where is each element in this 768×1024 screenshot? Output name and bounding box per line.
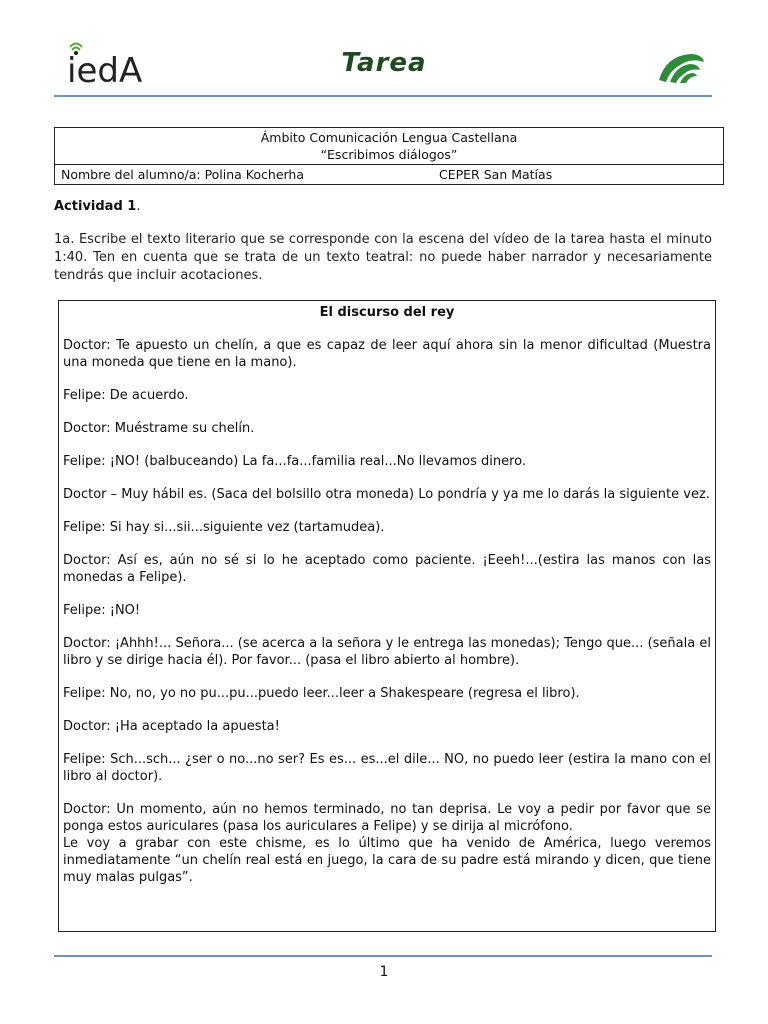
dialogue-line: Felipe: No, no, yo no pu...pu...puedo leer...leer a Shakespeare (regresa el libro). [63,686,580,701]
page-header [0,0,768,100]
student-row [55,165,724,185]
dialogue-line: Felipe: ¡NO! (balbuceando) La fa...fa...familia real...No llevamos dinero. [63,454,527,469]
dialogue-line: Felipe: De acuerdo. [63,388,189,403]
task-title-line: “Escribimos diálogos” [320,147,458,162]
footer-divider [54,955,712,957]
dialogue-title: El discurso del rey [319,305,455,320]
subject-line: Ámbito Comunicación Lengua Castellana [260,130,518,145]
dialogue-line: Felipe: Si hay si...sii...siguiente vez (tartamudea). [63,520,385,535]
dialogue-line: Felipe: ¡NO! [63,603,141,618]
header-divider [54,95,712,97]
info-table [54,127,724,185]
dialogue-box [58,300,716,932]
activity-instructions: 1a. Escribe el texto literario que se corresponde con la escena del vídeo de la tarea hasta el minuto 1:40. Ten en cuenta que se trata de un texto teatral: no puede haber narrador y necesariamente tendrás que incluir acotaciones. [54,232,712,283]
dialogue-line: Doctor: ¡Ha aceptado la apuesta! [63,719,280,734]
activity-heading: Actividad 1. [54,199,141,214]
dialogue-line: Doctor: ¡Ahhh!... Señora... (se acerca a la señora y le entrega las monedas); Tengo que... (señala el libro y se dirige hacia él). Por favor... (pasa el libro abierto al hombre). [63,636,711,668]
logo-letters: iedA [67,51,143,90]
dialogue-line: Doctor: Te apuesto un chelín, a que es capaz de leer aquí ahora sin la menor dificultad (Muestra una moneda que tiene en la mano). [63,338,711,370]
student-name: Nombre del alumno/a: Polina Kocherha [61,167,305,182]
junta-andalucia-logo [656,50,706,84]
dialogue-line: Doctor – Muy hábil es. (Saca del bolsillo otra moneda) Lo pondría y ya me lo darás la siguiente vez. [63,487,710,502]
dialogue-line: Le voy a grabar con este chisme, es lo último que ha venido de América, luego veremos inmediatamente “un chelín real está en juego, la cara de su padre está mirando y dicen, que tiene muy malas pulgas”. [63,836,711,885]
dialogue-line: Doctor: Así es, aún no sé si lo he aceptado como paciente. ¡Eeeh!...(estira las manos con las monedas a Felipe). [63,553,711,585]
school-name: CEPER San Matías [439,167,553,182]
page-number: 1 [379,964,389,980]
page-title: Tarea [341,48,427,78]
dialogue-line: Felipe: Sch...sch... ¿ser o no...no ser? Es es... es...el dile... NO, no puedo leer (estira la mano con el libro al doctor). [63,752,711,784]
dialogue-line: Doctor: Muéstrame su chelín. [63,421,255,436]
dialogue-line: Doctor: Un momento, aún no hemos terminado, no tan deprisa. Le voy a pedir por favor que se ponga estos auriculares (pasa los auriculares a Felipe) y se dirija al micrófono. [63,802,711,834]
